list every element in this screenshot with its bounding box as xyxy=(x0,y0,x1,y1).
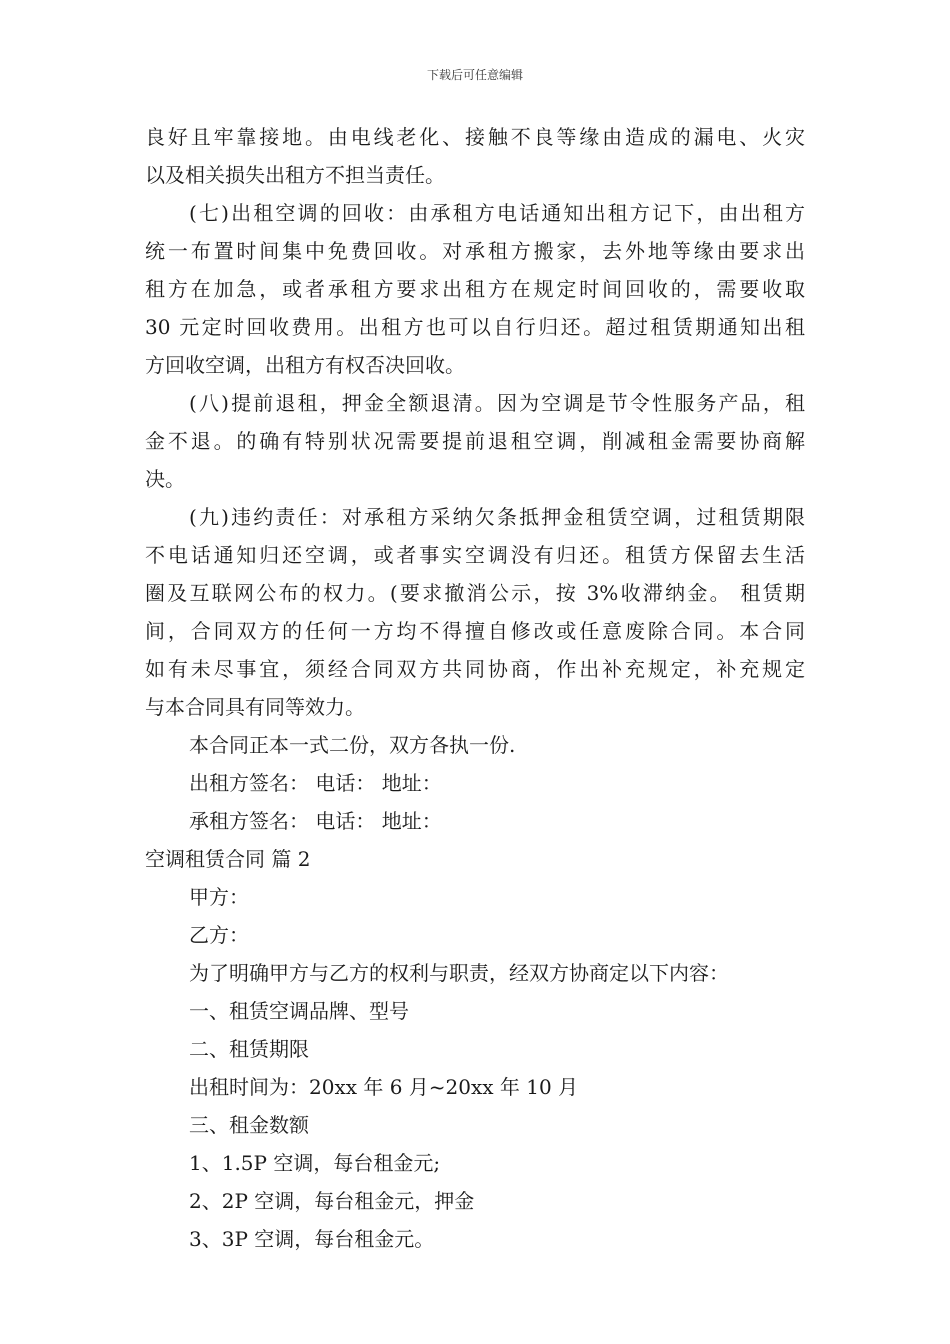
lessee-signature-line: 承租方签名： 电话： 地址： xyxy=(189,809,442,833)
rental-period-line: 出租时间为：20xx 年 6 月~20xx 年 10 月 xyxy=(189,1075,579,1099)
copies-line: 本合同正本一式二份，双方各执一份. xyxy=(189,733,516,757)
paragraph-line: 圈及互联网公布的权力。(要求撤消公示，按 3%收滞纳金。 租赁期 xyxy=(145,581,805,605)
paragraph-line: 以及相关损失出租方不担当责任。 xyxy=(145,163,445,187)
paragraph-line: 不电话通知归还空调，或者事实空调没有归还。租赁方保留去生活 xyxy=(145,543,805,567)
clause-9-line: (九)违约责任：对承租方采纳欠条抵押金租赁空调，过租赁期限 xyxy=(189,505,805,529)
preamble-line: 为了明确甲方与乙方的权利与职责，经双方协商定以下内容： xyxy=(189,961,729,985)
section-title: 空调租赁合同 篇 2 xyxy=(145,847,311,871)
paragraph-line: 租方在加急，或者承租方要求出租方在规定时间回收的，需要收取 xyxy=(145,277,805,301)
paragraph-line: 如有未尽事宜，须经合同双方共同协商，作出补充规定，补充规定 xyxy=(145,657,805,681)
paragraph-line: 金不退。的确有特别状况需要提前退租空调，削减租金需要协商解 xyxy=(145,429,805,453)
lessor-signature-line: 出租方签名： 电话： 地址： xyxy=(189,771,442,795)
paragraph-line: 良好且牢靠接地。由电线老化、接触不良等缘由造成的漏电、火灾 xyxy=(145,125,805,149)
paragraph-line: 间，合同双方的任何一方均不得擅自修改或任意废除合同。本合同 xyxy=(145,619,805,643)
rent-item-1: 1、1.5P 空调，每台租金元; xyxy=(189,1151,441,1175)
paragraph-line: 统一布置时间集中免费回收。对承租方搬家，去外地等缘由要求出 xyxy=(145,239,805,263)
clause-7-line: (七)出租空调的回收：由承租方电话通知出租方记下，由出租方 xyxy=(189,201,805,225)
item-1-heading: 一、租赁空调品牌、型号 xyxy=(189,999,409,1023)
item-2-heading: 二、租赁期限 xyxy=(189,1037,309,1061)
document-body xyxy=(145,118,805,1258)
party-a-line: 甲方： xyxy=(189,885,249,909)
paragraph-line: 决。 xyxy=(145,467,185,491)
page-header: 下载后可任意编辑 xyxy=(426,68,523,82)
paragraph-line: 30 元定时回收费用。出租方也可以自行归还。超过租赁期通知出租 xyxy=(145,315,805,339)
clause-8-line: (八)提前退租，押金全额退清。因为空调是节令性服务产品，租 xyxy=(189,391,805,415)
paragraph-line: 方回收空调，出租方有权否决回收。 xyxy=(145,353,465,377)
party-b-line: 乙方： xyxy=(189,923,249,947)
paragraph-line: 与本合同具有同等效力。 xyxy=(145,695,365,719)
rent-item-2: 2、2P 空调，每台租金元，押金 xyxy=(189,1189,475,1213)
rent-item-3: 3、3P 空调，每台租金元。 xyxy=(189,1227,435,1251)
item-3-heading: 三、租金数额 xyxy=(189,1113,309,1137)
